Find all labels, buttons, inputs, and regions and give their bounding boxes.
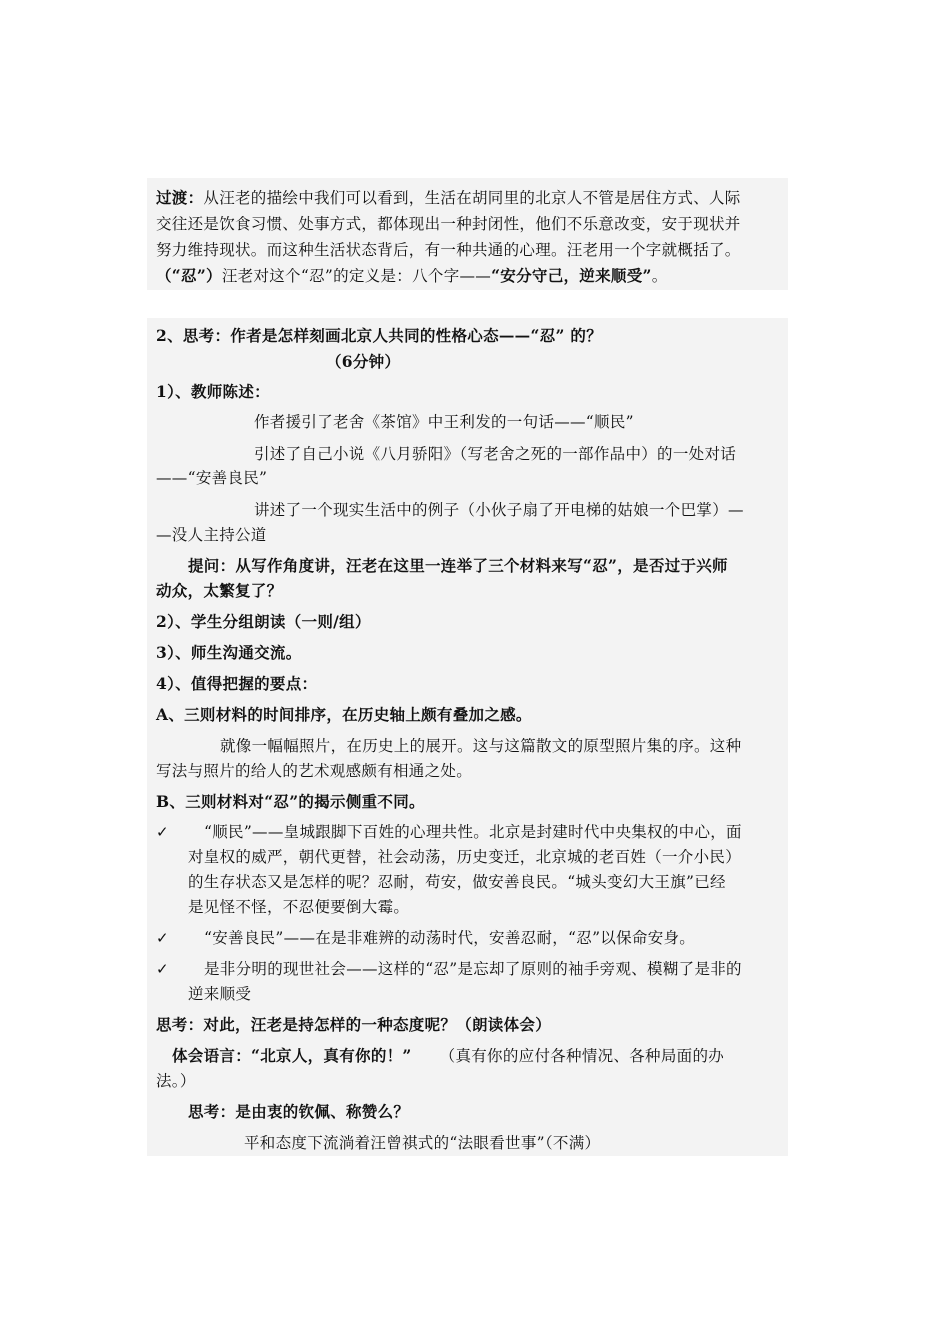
transition-mid: 汪老对这个“忍”的定义是：八个字—— <box>221 267 492 285</box>
check-icon: ✓ <box>156 823 169 841</box>
experience-bold: 体会语言：“北京人，真有你的！” <box>172 1046 412 1065</box>
transition-line-2: 交往还是饮食习惯、处事方式，都体现出一种封闭性，他们不乐意改变，安于现状并 <box>156 215 741 233</box>
transition-bold-definition: “安分守己，逆来顺受” <box>491 266 652 285</box>
pointB-bullet2: “安善良民”——在是非难辨的动荡时代，安善忍耐，“忍”以保命安身。 <box>204 929 696 947</box>
transition-end: 。 <box>651 267 668 285</box>
section2-heading: 2、思考：作者是怎样刻画北京人共同的性格心态——“忍” 的？ <box>156 326 603 345</box>
transition-line-1 <box>156 188 741 208</box>
pointB-heading: B、三则材料对“忍”的揭示侧重不同。 <box>156 792 425 811</box>
transition-label: 过渡： <box>156 188 204 207</box>
transition-line-3: 努力维持现状。而这种生活状态背后，有一种共通的心理。汪老用一个字就概括了。 <box>156 241 741 259</box>
step1-item-3-cont: —没人主持公道 <box>156 526 267 544</box>
pointB-bullet3-line-1: 是非分明的现世社会——这样的“忍”是忘却了原则的袖手旁观、模糊了是非的 <box>204 960 742 978</box>
step1-item-3: 讲述了一个现实生活中的例子（小伙子扇了开电梯的姑娘一个巴掌）— <box>254 501 744 519</box>
step4: 4）、值得把握的要点： <box>156 674 318 693</box>
check-icon: ✓ <box>156 960 169 978</box>
pointB-bullet1-line-3: 的生存状态又是怎样的呢？忍耐，苟安，做安善良民。“城头变幻大王旗”已经 <box>188 873 726 891</box>
check-icon: ✓ <box>156 929 169 947</box>
step1-item-2: 引述了自己小说《八月骄阳》（写老舍之死的一部作品中）的一处对话 <box>254 445 737 463</box>
transition-text: 从汪老的描绘中我们可以看到，生活在胡同里的北京人不管是居住方式、人际 <box>203 189 741 207</box>
pointB-bullet1-line-1: “顺民”——皇城跟脚下百姓的心理共性。北京是封建时代中央集权的中心，面 <box>204 823 742 841</box>
final-line: 平和态度下流淌着汪曾祺式的“法眼看世事”（不满） <box>244 1134 601 1152</box>
transition-bold-ren: （“忍”） <box>156 266 222 285</box>
step3: 3）、师生沟通交流。 <box>156 643 302 662</box>
step1-item-2-cont: ——“安善良民” <box>156 469 268 487</box>
section2-time: （6分钟） <box>326 352 401 371</box>
step1-item-1: 作者援引了老舍《茶馆》中王利发的一句话——“顺民” <box>254 413 634 431</box>
step2: 2）、学生分组朗读（一则/组） <box>156 612 371 631</box>
pointB-bullet3-line-2: 逆来顺受 <box>188 985 252 1003</box>
experience-line-2: 法。） <box>156 1072 196 1090</box>
think-1: 思考：对此，汪老是持怎样的一种态度呢？（朗读体会） <box>156 1015 552 1034</box>
pointA-line-2: 写法与照片的给人的艺术观感颇有相通之处。 <box>156 762 473 780</box>
step1-heading: 1）、教师陈述： <box>156 382 270 401</box>
experience-note: （真有你的应付各种情况、各种局面的办 <box>439 1047 725 1065</box>
pointA-heading: A、三则材料的时间排序，在历史轴上颇有叠加之感。 <box>156 705 532 724</box>
pointB-bullet1-line-2: 对皇权的威严，朝代更替，社会动荡，历史变迁，北京城的老百姓（一介小民） <box>188 848 742 866</box>
pointA-line-1: 就像一幅幅照片，在历史上的展开。这与这篇散文的原型照片集的序。这种 <box>220 737 742 755</box>
step1-question-1: 提问：从写作角度讲，汪老在这里一连举了三个材料来写“忍”，是否过于兴师 <box>188 556 728 575</box>
step1-question-2: 动众，太繁复了？ <box>156 581 283 600</box>
experience-line-1 <box>172 1046 724 1066</box>
pointB-bullet1-line-4: 是见怪不怪，不忍便要倒大霉。 <box>188 898 410 916</box>
think-2: 思考：是由衷的钦佩、称赞么？ <box>188 1102 410 1121</box>
transition-line-4 <box>156 266 668 286</box>
